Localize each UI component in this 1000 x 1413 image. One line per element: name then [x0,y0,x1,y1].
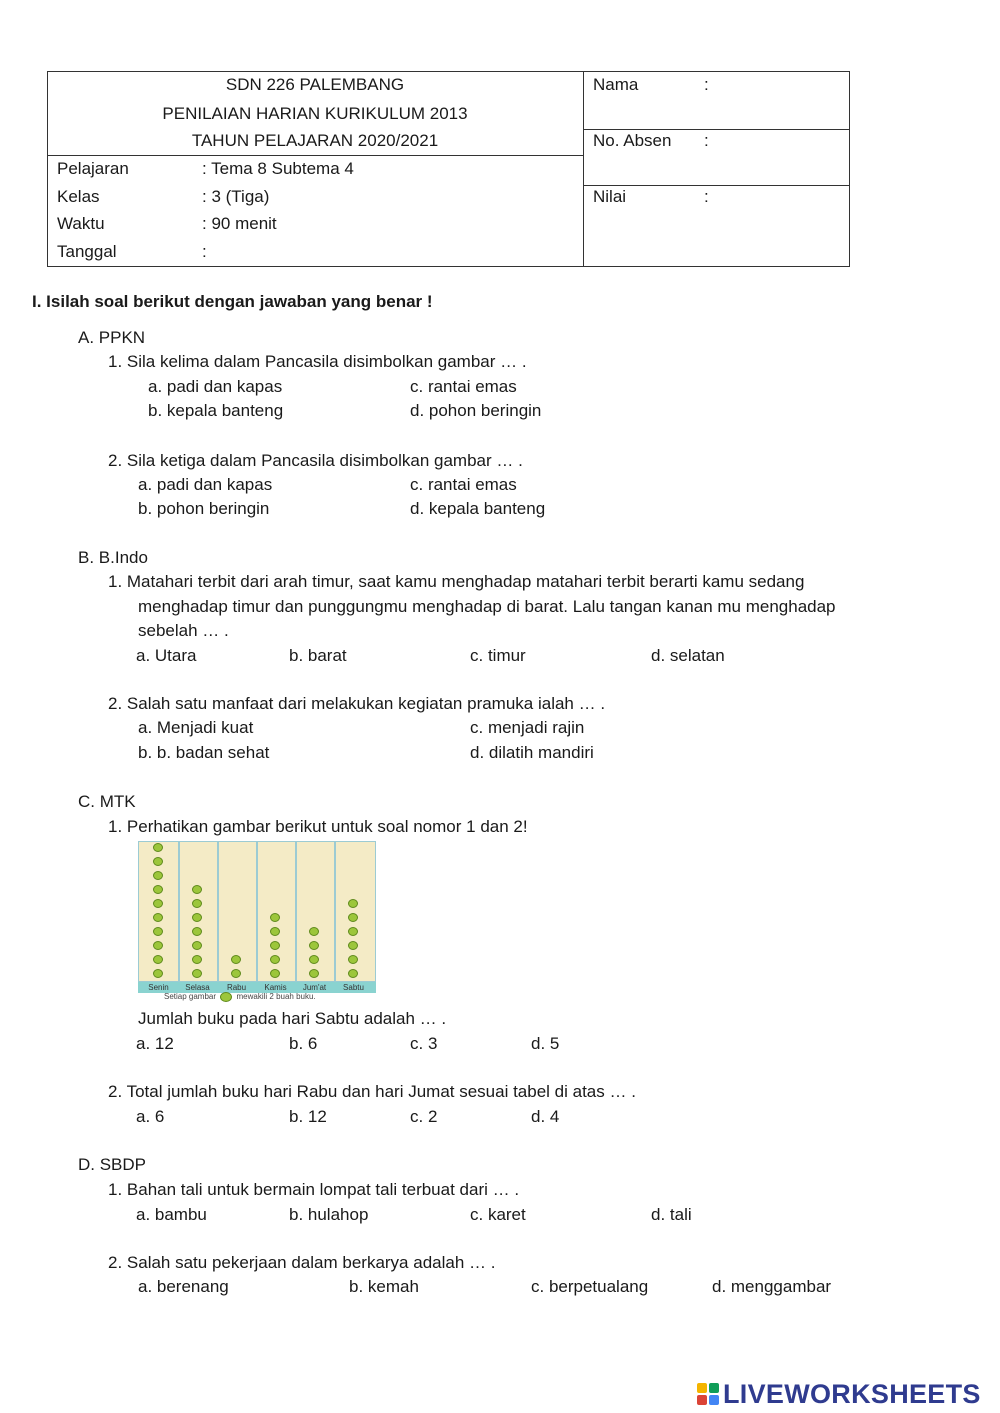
book-smiley-icon [192,927,202,936]
name-label: Nama [593,75,639,94]
question-c1: 1. Perhatikan gambar berikut untuk soal nomor 1 dan 2! [108,817,528,836]
section-b-title: B. B.Indo [78,548,148,567]
book-smiley-icon [348,913,358,922]
book-smiley-icon [231,969,241,978]
book-smiley-icon [348,899,358,908]
pictograph-caption [164,992,316,1002]
option-a1-d: d. pohon beringin [410,401,542,420]
option-a2-c: c. rantai emas [410,475,517,494]
question-c1-sub: Jumlah buku pada hari Sabtu adalah … . [138,1009,447,1028]
book-smiley-icon [192,899,202,908]
day-label-0: Senin [148,983,169,992]
logo-square-2 [709,1383,719,1393]
book-smiley-icon [270,955,280,964]
book-smiley-icon [153,927,163,936]
subject-value: : Tema 8 Subtema 4 [202,159,354,178]
book-smiley-icon [153,871,163,880]
date-value: : [202,242,207,261]
book-smiley-icon [153,969,163,978]
day-label-3: Kamis [264,983,287,992]
book-smiley-icon [231,955,241,964]
question-a1: 1. Sila kelima dalam Pancasila disimbolkan gambar … . [108,352,527,371]
question-c2: 2. Total jumlah buku hari Rabu dan hari Jumat sesuai tabel di atas … . [108,1082,636,1101]
option-b1-d: d. selatan [651,646,725,665]
absen-colon: : [704,131,709,150]
logo-square-3 [697,1395,707,1405]
option-c2-b: b. 12 [289,1107,327,1126]
class-value: : 3 (Tiga) [202,187,270,206]
header-table [47,71,850,267]
instruction: I. Isilah soal berikut dengan jawaban yang benar ! [32,292,433,311]
section-d-title: D. SBDP [78,1155,147,1174]
question-b1-line2: menghadap timur dan punggungmu menghadap di barat. Lalu tangan kanan mu menghadap [138,597,836,616]
exam-title: PENILAIAN HARIAN KURIKULUM 2013 [162,104,468,123]
book-smiley-icon [348,955,358,964]
option-d2-b: b. kemah [349,1277,419,1296]
section-a-title: A. PPKN [78,328,146,347]
book-smiley-icon [270,941,280,950]
absen-label: No. Absen [593,131,672,150]
option-c1-c: c. 3 [410,1034,438,1053]
book-smiley-icon [192,885,202,894]
option-d1-c: c. karet [470,1205,526,1224]
caption-after: mewakili 2 buah buku. [236,992,316,1002]
pictograph-column-divider [256,841,258,982]
option-a1-a: a. padi dan kapas [148,377,283,396]
option-a2-b: b. pohon beringin [138,499,270,518]
day-label-1: Selasa [185,983,210,992]
option-c1-b: b. 6 [289,1034,318,1053]
book-smiley-icon [153,941,163,950]
option-c2-d: d. 4 [531,1107,560,1126]
book-smiley-icon [348,927,358,936]
score-colon: : [704,187,709,206]
option-b1-a: a. Utara [136,646,197,665]
pictograph-column-divider [178,841,180,982]
book-smiley-icon [153,843,163,852]
liveworksheets-logo-icon [697,1383,719,1405]
option-a1-b: b. kepala banteng [148,401,284,420]
book-smiley-icon [348,941,358,950]
question-a2: 2. Sila ketiga dalam Pancasila disimbolkan gambar … . [108,451,523,470]
option-d1-a: a. bambu [136,1205,207,1224]
book-smiley-icon [270,969,280,978]
option-d2-d: d. menggambar [712,1277,832,1296]
liveworksheets-watermark [697,1378,981,1410]
book-smiley-icon [153,899,163,908]
caption-before: Setiap gambar [164,992,217,1002]
option-c1-a: a. 12 [136,1034,174,1053]
option-a2-d: d. kepala banteng [410,499,546,518]
date-label: Tanggal [57,242,117,261]
academic-year: TAHUN PELAJARAN 2020/2021 [191,131,439,150]
book-smiley-icon [153,857,163,866]
logo-square-1 [697,1383,707,1393]
logo-square-4 [709,1395,719,1405]
question-b2: 2. Salah satu manfaat dari melakukan kegiatan pramuka ialah … . [108,694,606,713]
subject-label: Pelajaran [57,159,129,178]
book-smiley-icon [348,969,358,978]
book-smiley-icon [309,927,319,936]
book-smiley-icon [270,927,280,936]
option-d1-d: d. tali [651,1205,692,1224]
option-b1-b: b. barat [289,646,347,665]
pictograph-column-divider [295,841,297,982]
option-a2-a: a. padi dan kapas [138,475,273,494]
book-smiley-icon [309,955,319,964]
option-b1-c: c. timur [470,646,526,665]
day-label-4: Jum'at [302,983,327,992]
watermark-text: LIVEWORKSHEETS [723,1378,981,1409]
option-b2-a: a. Menjadi kuat [138,718,254,737]
book-smiley-icon [153,885,163,894]
option-c2-c: c. 2 [410,1107,438,1126]
class-label: Kelas [57,187,100,206]
question-d2: 2. Salah satu pekerjaan dalam berkarya adalah … . [108,1253,496,1272]
school-name: SDN 226 PALEMBANG [225,75,405,94]
option-d2-a: a. berenang [138,1277,229,1296]
pictograph-column-divider [217,841,219,982]
section-c-title: C. MTK [78,792,136,811]
score-label: Nilai [593,187,627,206]
book-smiley-icon [309,969,319,978]
day-label-2: Rabu [226,983,247,992]
book-smiley-icon [153,955,163,964]
book-smiley-icon [192,913,202,922]
option-a1-c: c. rantai emas [410,377,517,396]
option-c1-d: d. 5 [531,1034,560,1053]
option-b2-d: d. dilatih mandiri [470,743,594,762]
time-value: : 90 menit [202,214,277,233]
book-smiley-icon [309,941,319,950]
day-label-5: Sabtu [343,983,364,992]
question-d1: 1. Bahan tali untuk bermain lompat tali terbuat dari … . [108,1180,520,1199]
book-smiley-icon [192,955,202,964]
book-smiley-icon [192,941,202,950]
option-d2-c: c. berpetualang [531,1277,649,1296]
time-label: Waktu [57,214,105,233]
question-b1-line3: sebelah … . [138,621,229,640]
book-pictograph [138,841,376,993]
question-b1-line1: 1. Matahari terbit dari arah timur, saat kamu menghadap matahari terbit berarti kamu sedang [108,572,805,591]
smiley-icon [220,992,232,1002]
name-colon: : [704,75,709,94]
option-c2-a: a. 6 [136,1107,165,1126]
book-smiley-icon [192,969,202,978]
option-b2-b: b. b. badan sehat [138,743,270,762]
pictograph-column-divider [334,841,336,982]
book-smiley-icon [153,913,163,922]
option-b2-c: c. menjadi rajin [470,718,585,737]
book-smiley-icon [270,913,280,922]
option-d1-b: b. hulahop [289,1205,369,1224]
